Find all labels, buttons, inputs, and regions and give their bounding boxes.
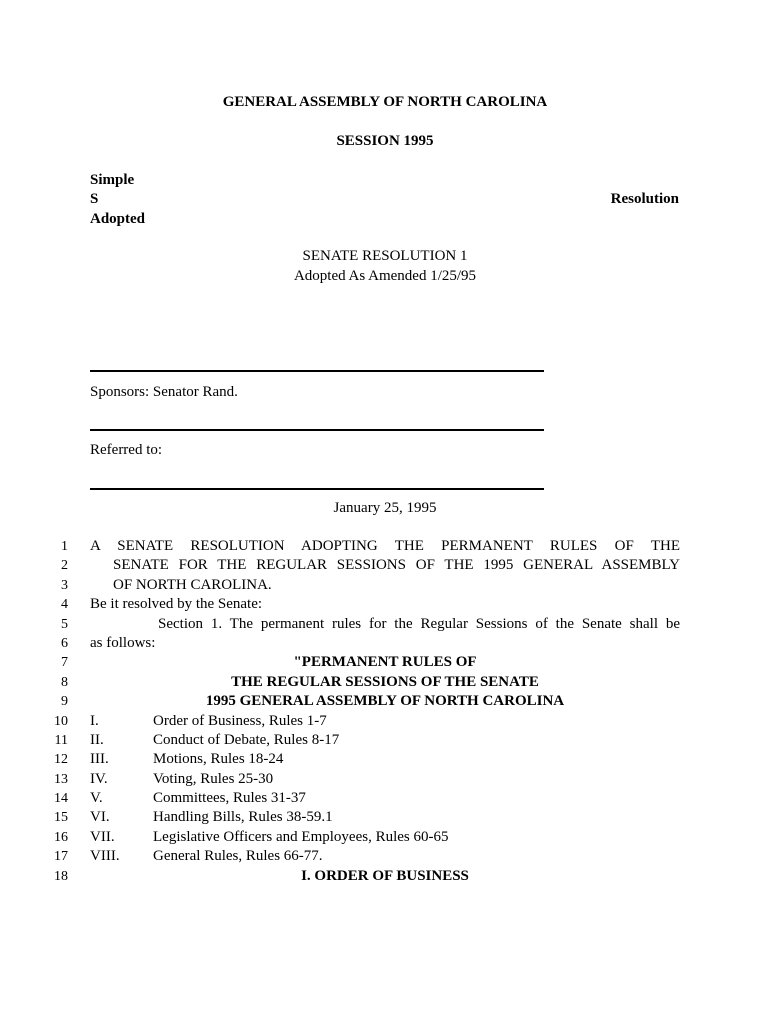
kind-s: S bbox=[90, 191, 99, 207]
kind-simple: Simple bbox=[90, 172, 135, 188]
document-date: January 25, 1995 bbox=[333, 500, 437, 516]
referred-to: Referred to: bbox=[90, 442, 163, 458]
toc-number: IV. bbox=[90, 771, 108, 787]
line-number: 16 bbox=[54, 830, 68, 845]
kind-resolution: Resolution bbox=[610, 191, 679, 207]
kind-adopted: Adopted bbox=[90, 211, 146, 227]
line-number: 8 bbox=[61, 675, 68, 690]
line-number: 4 bbox=[61, 597, 68, 612]
toc-entry: Handling Bills, Rules 38-59.1 bbox=[153, 809, 333, 825]
toc-entry: Order of Business, Rules 1-7 bbox=[153, 713, 327, 729]
section-1-line-2: as follows: bbox=[90, 635, 156, 651]
toc-number: II. bbox=[90, 732, 104, 748]
line-number: 2 bbox=[61, 558, 68, 573]
line-number: 18 bbox=[54, 869, 68, 884]
session-heading: SESSION 1995 bbox=[336, 133, 434, 149]
toc-entry: General Rules, Rules 66-77. bbox=[153, 848, 323, 864]
bill-status: Adopted As Amended 1/25/95 bbox=[293, 268, 477, 284]
line-number: 14 bbox=[54, 791, 68, 806]
line-number: 11 bbox=[54, 733, 68, 748]
line-number: 9 bbox=[61, 694, 68, 709]
line-number: 13 bbox=[54, 772, 68, 787]
rules-title-line-3: 1995 GENERAL ASSEMBLY OF NORTH CAROLINA bbox=[205, 693, 565, 709]
line-number: 10 bbox=[54, 714, 68, 729]
line-number: 17 bbox=[54, 849, 68, 864]
rules-title-line-2: THE REGULAR SESSIONS OF THE SENATE bbox=[231, 674, 539, 690]
toc-number: III. bbox=[90, 751, 109, 767]
sponsors: Sponsors: Senator Rand. bbox=[90, 384, 238, 400]
toc-entry: Conduct of Debate, Rules 8-17 bbox=[153, 732, 340, 748]
resolution-title-line-3: OF NORTH CAROLINA. bbox=[113, 577, 272, 593]
toc-number: VIII. bbox=[90, 848, 120, 864]
divider bbox=[90, 429, 544, 431]
resolution-title-line-1: A SENATE RESOLUTION ADOPTING THE PERMANENT RULES OF THE bbox=[90, 538, 680, 554]
toc-entry: Motions, Rules 18-24 bbox=[153, 751, 284, 767]
toc-entry: Committees, Rules 31-37 bbox=[153, 790, 306, 806]
line-number: 6 bbox=[61, 636, 68, 651]
toc-number: VII. bbox=[90, 829, 115, 845]
line-number: 15 bbox=[54, 810, 68, 825]
line-number: 5 bbox=[61, 617, 68, 632]
assembly-heading: GENERAL ASSEMBLY OF NORTH CAROLINA bbox=[222, 94, 548, 110]
section-1-line-1: Section 1. The permanent rules for the Regular Sessions of the Senate shall be bbox=[158, 616, 680, 632]
bill-title: SENATE RESOLUTION 1 bbox=[302, 248, 468, 264]
toc-entry: Legislative Officers and Employees, Rules 60-65 bbox=[153, 829, 449, 845]
divider bbox=[90, 370, 544, 372]
toc-entry: Voting, Rules 25-30 bbox=[153, 771, 274, 787]
rules-title-line-1: "PERMANENT RULES OF bbox=[293, 654, 477, 670]
line-number: 3 bbox=[61, 578, 68, 593]
enacting-clause: Be it resolved by the Senate: bbox=[90, 596, 263, 612]
resolution-title-line-2: SENATE FOR THE REGULAR SESSIONS OF THE 1995 GENERAL ASSEMBLY bbox=[113, 557, 680, 573]
toc-number: I. bbox=[90, 713, 99, 729]
line-number: 7 bbox=[61, 655, 68, 670]
line-number: 1 bbox=[61, 539, 68, 554]
line-number: 12 bbox=[54, 752, 68, 767]
section-heading-order-of-business: I. ORDER OF BUSINESS bbox=[301, 868, 469, 884]
divider bbox=[90, 488, 544, 490]
toc-number: VI. bbox=[90, 809, 110, 825]
toc-number: V. bbox=[90, 790, 103, 806]
